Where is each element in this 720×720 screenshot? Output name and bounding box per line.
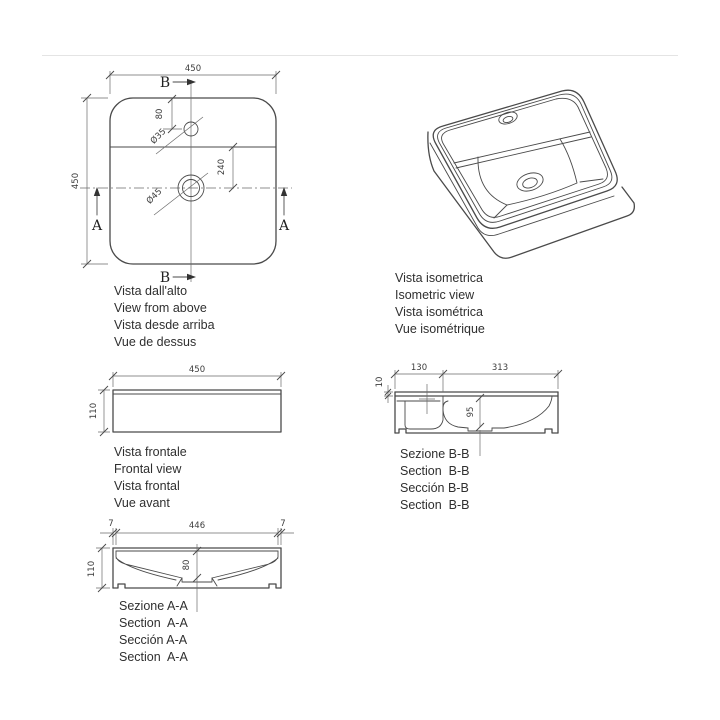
dim-frontal-height-110 (89, 386, 110, 436)
dim-height-450 (71, 94, 108, 268)
frontal-view-drawing (88, 362, 300, 442)
caption-line: View from above (114, 301, 207, 315)
dim-tap-offset-80 (155, 95, 182, 133)
dim-tap-offset-label: 80 (155, 108, 165, 120)
section-marker-b-top (160, 75, 196, 91)
section-marker-a-left (91, 187, 103, 234)
top-view-outline (110, 98, 276, 264)
isometric-view-drawing (420, 75, 645, 270)
top-view-caption (114, 283, 215, 351)
top-divider (42, 55, 678, 56)
dim-aa-inner-label: 446 (188, 521, 206, 531)
dim-aa-wall-left-label: 7 (108, 519, 114, 529)
caption-line: Vista frontale (114, 445, 187, 459)
dim-height-label: 450 (71, 172, 81, 190)
dim-aa-wall-right-label: 7 (280, 519, 286, 529)
isometric-body (428, 90, 634, 258)
tap-hole (148, 117, 203, 154)
caption-line: Section A-A (119, 616, 188, 630)
isometric-drain (515, 170, 546, 195)
dim-bb-rim-10 (375, 377, 393, 403)
dim-frontal-width-450 (109, 365, 285, 387)
caption-line: Vista isometrica (395, 271, 483, 285)
section-bb-outline (395, 392, 558, 433)
dim-bb-deck-label: 130 (410, 363, 428, 373)
drain-hole-label: Ø45 (144, 186, 165, 207)
section-marker-a-right (278, 187, 290, 234)
caption-line: Vista dall'alto (114, 284, 188, 298)
dim-frontal-height-label: 110 (89, 402, 99, 420)
dim-width-label: 450 (184, 64, 202, 74)
dim-bb-depth-95 (466, 394, 484, 431)
dim-aa-wall-right-7 (274, 519, 294, 545)
section-aa-caption (119, 598, 188, 666)
drain-hole (144, 173, 208, 215)
dim-aa-depth-80 (182, 547, 201, 582)
marker-b-top-label: B (159, 75, 171, 91)
dim-aa-depth-label: 80 (182, 559, 192, 571)
dim-bb-depth-label: 95 (466, 406, 476, 418)
caption-line: Sección A-A (119, 633, 188, 647)
dim-aa-inner-446 (116, 521, 278, 533)
dim-bb-basin-label: 313 (491, 363, 509, 373)
section-bb-caption (400, 446, 469, 514)
dim-bb-basin-313 (443, 363, 562, 389)
caption-line: Sezione A-A (119, 599, 188, 613)
caption-line: Isometric view (395, 288, 475, 302)
caption-line: Vue avant (114, 496, 170, 510)
tap-hole-label: Ø35 (148, 126, 169, 147)
dim-bb-deck-130 (391, 363, 447, 392)
caption-line: Section B-B (400, 464, 470, 478)
caption-line: Vista frontal (114, 479, 180, 493)
marker-a-right-label: A (278, 218, 290, 234)
isometric-view-caption (395, 270, 485, 338)
dim-width-450 (106, 64, 280, 94)
caption-line: Vista isométrica (395, 305, 483, 319)
dim-aa-height-label: 110 (87, 560, 97, 578)
frontal-view-caption (114, 444, 187, 512)
frontal-outline (113, 390, 281, 432)
marker-a-left-label: A (91, 218, 103, 234)
marker-b-bottom-label: B (159, 270, 171, 286)
dim-frontal-width-label: 450 (188, 365, 206, 375)
dim-drain-offset-240 (217, 143, 237, 192)
dim-bb-rim-label: 10 (375, 376, 385, 388)
caption-line: Section B-B (400, 498, 470, 512)
dim-aa-height-110 (87, 544, 110, 592)
caption-line: Vue de dessus (114, 335, 197, 349)
caption-line: Section A-A (119, 650, 188, 664)
dim-aa-wall-left-7 (100, 519, 120, 545)
caption-line: Sezione B-B (400, 447, 470, 461)
top-view-drawing (55, 60, 315, 288)
caption-line: Sección B-B (400, 481, 469, 495)
caption-line: Vista desde arriba (114, 318, 215, 332)
caption-line: Vue isométrique (395, 322, 485, 336)
isometric-deck (454, 132, 591, 168)
dim-drain-offset-label: 240 (217, 158, 227, 176)
caption-line: Frontal view (114, 462, 182, 476)
